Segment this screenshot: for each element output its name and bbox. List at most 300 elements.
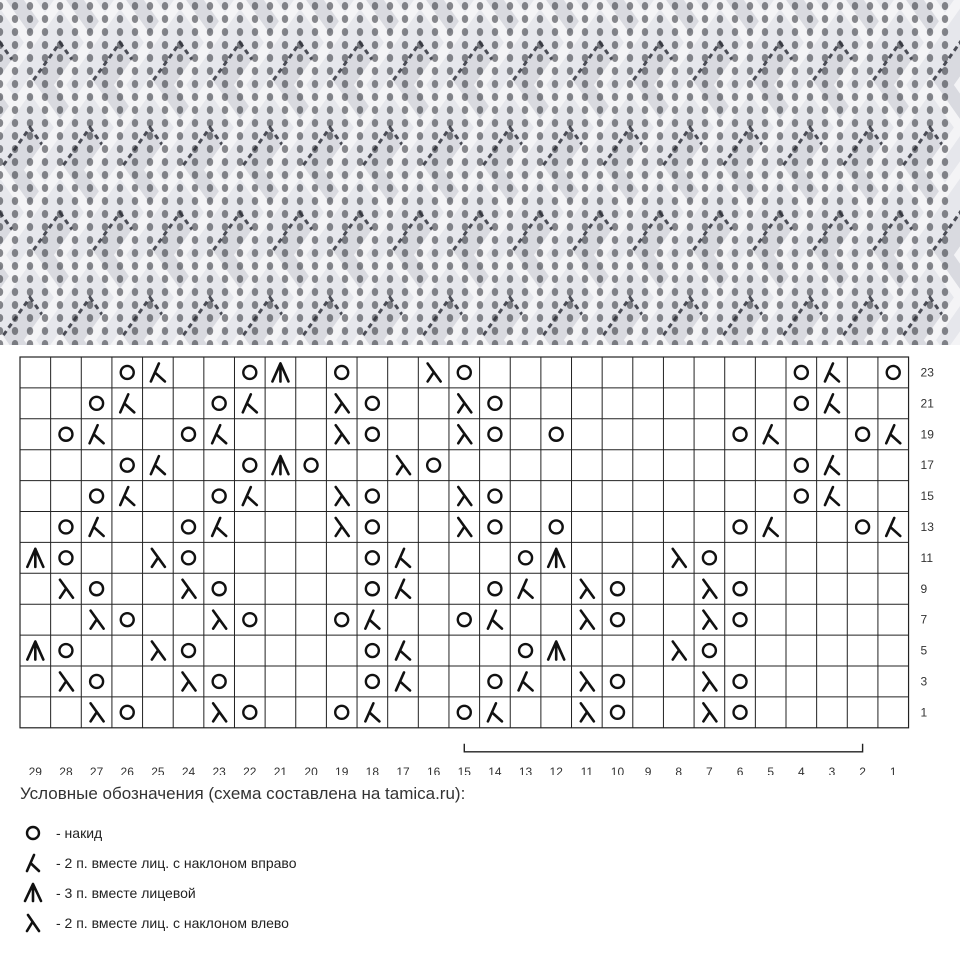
col-number-label: 13 (518, 764, 533, 775)
lace-hole (717, 236, 723, 244)
lace-hole (777, 197, 783, 205)
lace-hole (627, 262, 633, 270)
lace-hole (522, 197, 528, 205)
lace-hole (327, 106, 333, 114)
lace-hole (477, 132, 483, 140)
lace-hole (72, 67, 78, 75)
lace-hole (927, 262, 933, 270)
lace-hole (762, 93, 768, 101)
lace-hole (57, 275, 63, 283)
lace-hole (807, 236, 813, 244)
lace-hole (387, 67, 393, 75)
lace-hole (612, 314, 618, 322)
lace-hole (732, 327, 738, 335)
lace-hole (252, 41, 258, 49)
lace-hole (432, 288, 438, 296)
lace-hole (927, 93, 933, 101)
lace-hole (747, 288, 753, 296)
lace-hole (312, 184, 318, 192)
lace-hole (402, 262, 408, 270)
lace-hole (432, 275, 438, 283)
lace-hole (687, 93, 693, 101)
lace-hole (327, 158, 333, 166)
lace-hole (132, 249, 138, 257)
lace-hole (132, 93, 138, 101)
lace-hole (192, 93, 198, 101)
lace-hole (432, 223, 438, 231)
lace-hole (12, 54, 18, 62)
lace-hole (87, 288, 93, 296)
lace-hole (102, 41, 108, 49)
lace-hole (642, 119, 648, 127)
legend-label: - 2 п. вместе лиц. с наклоном влево (56, 915, 289, 931)
col-number-label: 9 (644, 764, 652, 775)
lace-hole (837, 41, 843, 49)
lace-hole (12, 41, 18, 49)
lace-hole (672, 236, 678, 244)
lace-hole (27, 275, 33, 283)
lace-hole (717, 158, 723, 166)
lace-hole (402, 15, 408, 23)
lace-hole (387, 80, 393, 88)
lace-hole (12, 93, 18, 101)
lace-hole (312, 67, 318, 75)
chart-grid (20, 357, 909, 728)
lace-hole (102, 210, 108, 218)
lace-hole (72, 54, 78, 62)
lace-hole (897, 314, 903, 322)
lace-hole (27, 184, 33, 192)
lace-hole (192, 80, 198, 88)
lace-hole (357, 132, 363, 140)
lace-hole (852, 145, 858, 153)
lace-hole (597, 119, 603, 127)
lace-hole (42, 28, 48, 36)
lace-hole (807, 327, 813, 335)
lace-hole (882, 93, 888, 101)
lace-hole (702, 171, 708, 179)
lace-hole (597, 327, 603, 335)
lace-hole (372, 80, 378, 88)
lace-hole (582, 236, 588, 244)
lace-hole (732, 171, 738, 179)
lace-hole (927, 327, 933, 335)
lace-hole (162, 158, 168, 166)
lace-hole (147, 15, 153, 23)
lace-hole (522, 236, 528, 244)
lace-hole (597, 106, 603, 114)
lace-hole (672, 288, 678, 296)
lace-hole (477, 2, 483, 10)
lace-hole (552, 314, 558, 322)
lace-hole (822, 158, 828, 166)
lace-hole (942, 249, 948, 257)
lace-hole (867, 171, 873, 179)
lace-hole (117, 301, 123, 309)
lace-hole (162, 2, 168, 10)
lace-hole (117, 93, 123, 101)
lace-hole (192, 210, 198, 218)
lace-hole (402, 236, 408, 244)
lace-hole (432, 158, 438, 166)
lace-hole (672, 41, 678, 49)
lace-hole (687, 184, 693, 192)
lace-hole (492, 210, 498, 218)
lace-hole (342, 67, 348, 75)
lace-hole (492, 184, 498, 192)
lace-hole (207, 15, 213, 23)
lace-hole (297, 145, 303, 153)
lace-hole (327, 288, 333, 296)
lace-hole (417, 275, 423, 283)
lace-hole (312, 106, 318, 114)
lace-hole (777, 15, 783, 23)
lace-hole (282, 197, 288, 205)
lace-hole (207, 288, 213, 296)
lace-hole (702, 249, 708, 257)
lace-hole (492, 171, 498, 179)
lace-hole (882, 262, 888, 270)
lace-hole (267, 41, 273, 49)
lace-hole (387, 236, 393, 244)
lace-hole (387, 171, 393, 179)
lace-hole (702, 275, 708, 283)
legend-label: - накид (56, 825, 103, 841)
lace-hole (402, 67, 408, 75)
lace-hole (912, 314, 918, 322)
lace-hole (72, 132, 78, 140)
lace-hole (642, 262, 648, 270)
lace-hole (822, 67, 828, 75)
lace-hole (177, 93, 183, 101)
yarn-over-icon (20, 820, 46, 846)
lace-hole (762, 249, 768, 257)
lace-hole (777, 93, 783, 101)
lace-hole (132, 15, 138, 23)
lace-hole (747, 106, 753, 114)
lace-hole (732, 119, 738, 127)
lace-hole (207, 54, 213, 62)
lace-hole (72, 80, 78, 88)
lace-hole (237, 41, 243, 49)
lace-hole (642, 145, 648, 153)
lace-hole (132, 288, 138, 296)
lace-hole (477, 236, 483, 244)
lace-hole (462, 249, 468, 257)
lace-hole (87, 132, 93, 140)
lace-hole (552, 223, 558, 231)
lace-hole (687, 171, 693, 179)
lace-hole (177, 106, 183, 114)
lace-hole (27, 80, 33, 88)
lace-hole (942, 236, 948, 244)
lace-hole (477, 223, 483, 231)
lace-hole (567, 314, 573, 322)
lace-hole (672, 249, 678, 257)
lace-hole (597, 80, 603, 88)
lace-hole (147, 119, 153, 127)
lace-hole (387, 2, 393, 10)
lace-hole (597, 301, 603, 309)
lace-hole (447, 28, 453, 36)
lace-hole (312, 327, 318, 335)
lace-hole (672, 80, 678, 88)
lace-hole (672, 197, 678, 205)
lace-hole (207, 2, 213, 10)
lace-hole (612, 288, 618, 296)
lace-hole (27, 41, 33, 49)
lace-hole (312, 15, 318, 23)
lace-hole (12, 301, 18, 309)
lace-hole (342, 197, 348, 205)
lace-hole (657, 275, 663, 283)
col-number-label: 24 (181, 764, 196, 775)
lace-hole (417, 15, 423, 23)
lace-hole (147, 80, 153, 88)
lace-hole (207, 106, 213, 114)
lace-hole (822, 184, 828, 192)
k3tog-icon (20, 880, 46, 906)
lace-hole (867, 275, 873, 283)
lace-hole (507, 197, 513, 205)
lace-hole (87, 249, 93, 257)
lace-hole (807, 301, 813, 309)
lace-hole (642, 15, 648, 23)
lace-hole (777, 275, 783, 283)
lace-hole (207, 184, 213, 192)
lace-hole (177, 80, 183, 88)
lace-hole (732, 184, 738, 192)
lace-hole (87, 314, 93, 322)
lace-hole (162, 184, 168, 192)
lace-hole (252, 184, 258, 192)
lace-hole (117, 106, 123, 114)
lace-hole (687, 106, 693, 114)
lace-hole (642, 132, 648, 140)
lace-hole (192, 249, 198, 257)
lace-hole (477, 327, 483, 335)
lace-hole (207, 275, 213, 283)
lace-hole (117, 249, 123, 257)
lace-hole (777, 262, 783, 270)
lace-hole (837, 197, 843, 205)
lace-hole (942, 314, 948, 322)
lace-hole (747, 223, 753, 231)
lace-hole (282, 132, 288, 140)
lace-hole (357, 15, 363, 23)
lace-hole (582, 15, 588, 23)
lace-hole (147, 197, 153, 205)
lace-hole (132, 171, 138, 179)
lace-hole (732, 301, 738, 309)
lace-hole (297, 67, 303, 75)
lace-hole (927, 67, 933, 75)
lace-hole (822, 54, 828, 62)
lace-hole (777, 314, 783, 322)
lace-hole (192, 2, 198, 10)
lace-hole (642, 67, 648, 75)
lace-hole (252, 67, 258, 75)
lace-hole (882, 249, 888, 257)
lace-hole (357, 28, 363, 36)
lace-hole (912, 132, 918, 140)
lace-hole (282, 106, 288, 114)
lace-hole (342, 106, 348, 114)
lace-hole (537, 132, 543, 140)
lace-hole (897, 262, 903, 270)
lace-hole (642, 197, 648, 205)
lace-hole (867, 80, 873, 88)
lace-hole (657, 288, 663, 296)
lace-hole (612, 106, 618, 114)
lace-hole (762, 158, 768, 166)
lace-hole (567, 132, 573, 140)
lace-hole (222, 288, 228, 296)
lace-hole (837, 288, 843, 296)
lace-hole (192, 314, 198, 322)
lace-hole (702, 28, 708, 36)
lace-hole (747, 314, 753, 322)
lace-hole (222, 210, 228, 218)
lace-hole (42, 80, 48, 88)
lace-hole (252, 249, 258, 257)
lace-hole (882, 275, 888, 283)
lace-hole (222, 275, 228, 283)
lace-hole (117, 28, 123, 36)
lace-hole (327, 210, 333, 218)
lace-hole (717, 171, 723, 179)
lace-hole (867, 184, 873, 192)
lace-hole (522, 2, 528, 10)
lace-hole (747, 93, 753, 101)
lace-hole (192, 106, 198, 114)
lace-hole (747, 67, 753, 75)
lace-hole (762, 275, 768, 283)
lace-hole (897, 288, 903, 296)
col-number-label: 19 (335, 764, 349, 775)
lace-hole (222, 145, 228, 153)
lace-hole (267, 2, 273, 10)
lace-hole (507, 314, 513, 322)
lace-hole (552, 249, 558, 257)
lace-hole (372, 54, 378, 62)
lace-hole (507, 2, 513, 10)
lace-hole (252, 132, 258, 140)
lace-hole (387, 197, 393, 205)
lace-hole (732, 288, 738, 296)
legend-item-ssk-left (20, 910, 289, 936)
lace-hole (762, 2, 768, 10)
lace-hole (312, 93, 318, 101)
lace-hole (267, 249, 273, 257)
lace-hole (717, 28, 723, 36)
lace-hole (282, 327, 288, 335)
row-number-label: 1 (920, 705, 928, 720)
lace-hole (327, 275, 333, 283)
lace-hole (612, 236, 618, 244)
lace-hole (27, 54, 33, 62)
lace-hole (912, 54, 918, 62)
lace-hole (462, 80, 468, 88)
lace-hole (792, 288, 798, 296)
lace-hole (732, 80, 738, 88)
lace-hole (717, 184, 723, 192)
lace-hole (762, 28, 768, 36)
lace-hole (57, 80, 63, 88)
lace-hole (177, 158, 183, 166)
lace-hole (72, 28, 78, 36)
lace-hole (432, 119, 438, 127)
lace-hole (762, 262, 768, 270)
lace-hole (417, 223, 423, 231)
lace-hole (57, 249, 63, 257)
lace-hole (342, 132, 348, 140)
lace-hole (627, 288, 633, 296)
lace-hole (492, 236, 498, 244)
lace-hole (177, 262, 183, 270)
lace-hole (387, 210, 393, 218)
lace-hole (777, 171, 783, 179)
lace-hole (717, 262, 723, 270)
lace-hole (72, 93, 78, 101)
lace-hole (12, 210, 18, 218)
lace-hole (252, 54, 258, 62)
lace-hole (57, 327, 63, 335)
lace-hole (267, 93, 273, 101)
lace-hole (357, 67, 363, 75)
lace-hole (507, 28, 513, 36)
lace-hole (177, 314, 183, 322)
lace-hole (477, 28, 483, 36)
lace-hole (492, 327, 498, 335)
lace-hole (717, 41, 723, 49)
lace-hole (102, 288, 108, 296)
lace-hole (162, 171, 168, 179)
lace-hole (192, 184, 198, 192)
lace-hole (297, 132, 303, 140)
lace-hole (237, 223, 243, 231)
lace-hole (387, 119, 393, 127)
lace-hole (642, 184, 648, 192)
lace-hole (837, 80, 843, 88)
lace-hole (597, 28, 603, 36)
lace-hole (807, 41, 813, 49)
lace-hole (507, 132, 513, 140)
lace-hole (102, 236, 108, 244)
lace-hole (657, 67, 663, 75)
lace-hole (612, 210, 618, 218)
lace-hole (492, 2, 498, 10)
lace-hole (762, 119, 768, 127)
lace-hole (747, 15, 753, 23)
lace-hole (627, 210, 633, 218)
lace-hole (882, 210, 888, 218)
lace-hole (702, 93, 708, 101)
lace-hole (282, 67, 288, 75)
lace-hole (822, 288, 828, 296)
lace-hole (462, 132, 468, 140)
lace-hole (807, 54, 813, 62)
lace-hole (837, 262, 843, 270)
lace-hole (852, 119, 858, 127)
lace-hole (402, 93, 408, 101)
lace-hole (522, 327, 528, 335)
lace-hole (282, 262, 288, 270)
lace-hole (567, 15, 573, 23)
lace-hole (162, 288, 168, 296)
lace-hole (447, 197, 453, 205)
lace-hole (57, 2, 63, 10)
